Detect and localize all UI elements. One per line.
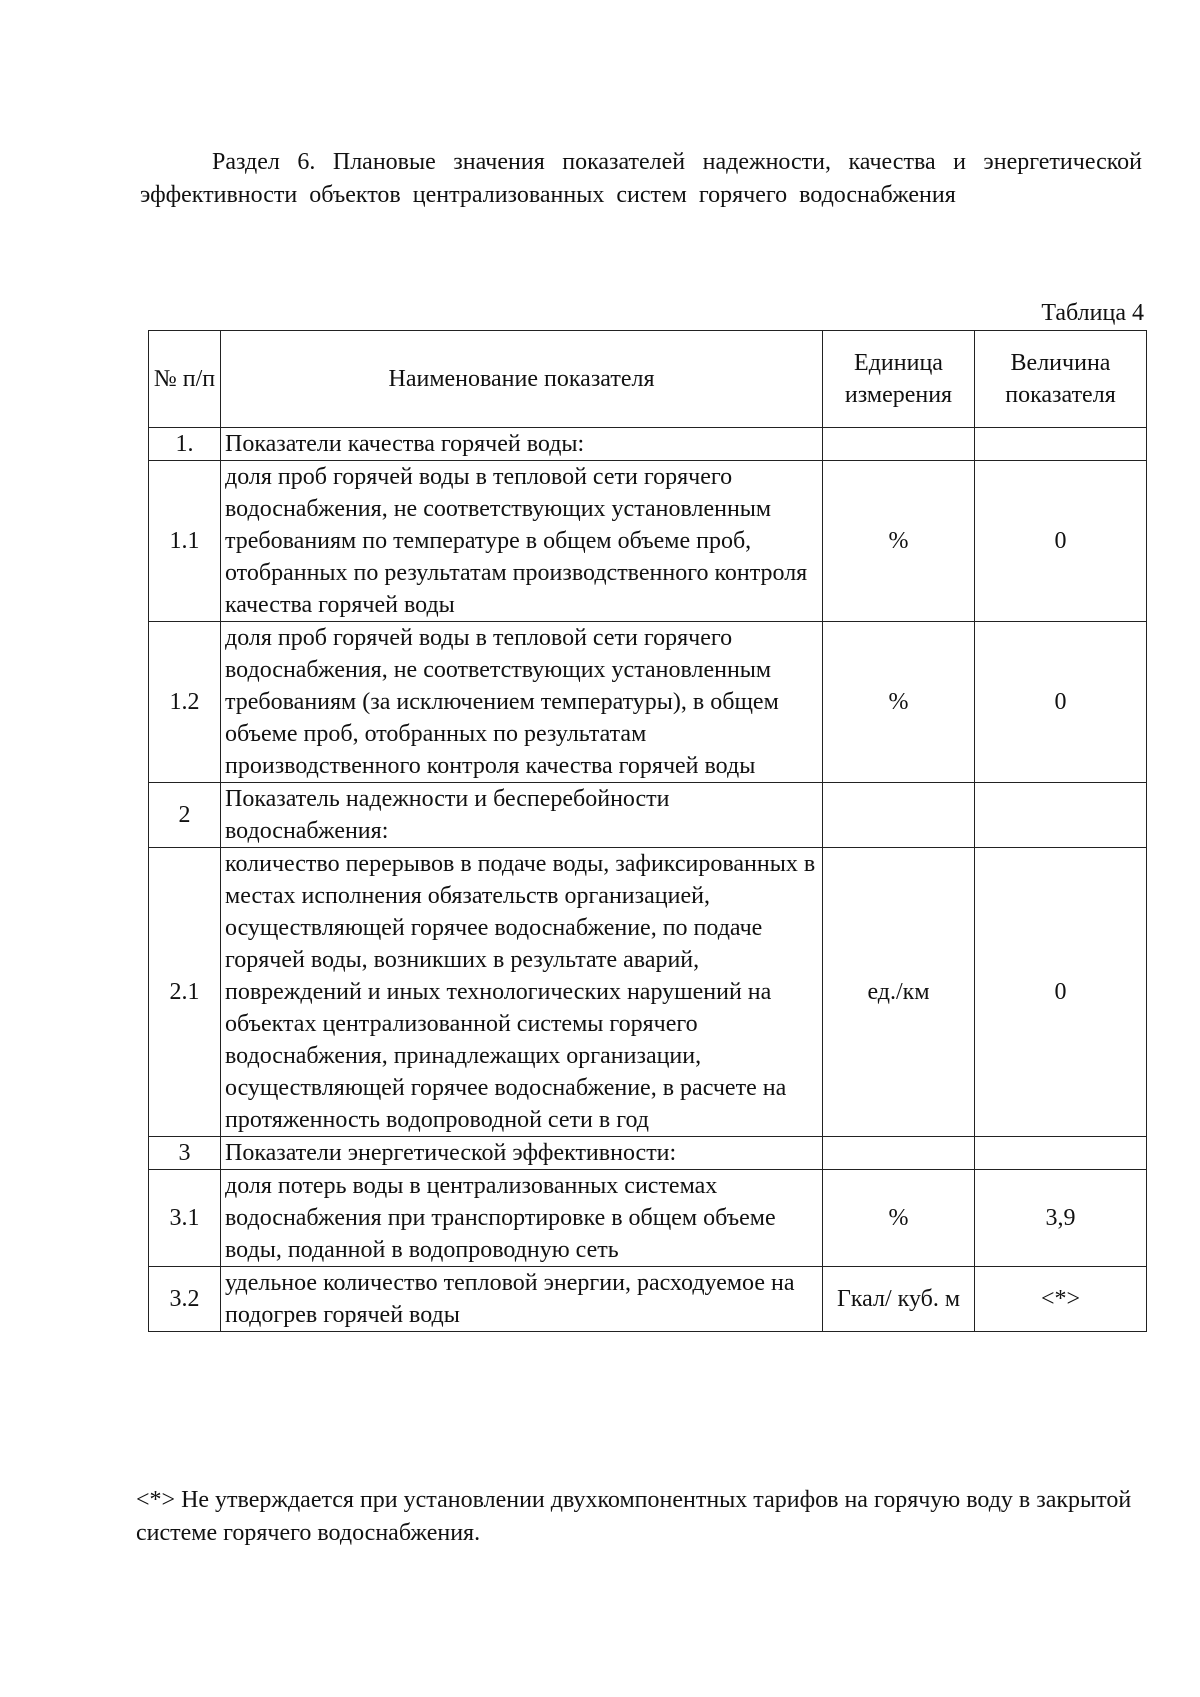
row-value: 0 bbox=[975, 622, 1147, 783]
row-num: 3.1 bbox=[149, 1170, 221, 1267]
table-row bbox=[149, 783, 1147, 848]
table-caption: Таблица 4 bbox=[1041, 300, 1144, 326]
row-name: доля проб горячей воды в тепловой сети горячего водоснабжения, не соответствующих установленным требованиям по температуре в общем объеме проб, отобранных по результатам производственного контроля качества горячей воды bbox=[221, 461, 823, 622]
row-num: 2.1 bbox=[149, 848, 221, 1137]
row-name: Показатель надежности и бесперебойности водоснабжения: bbox=[221, 783, 823, 848]
row-name: количество перерывов в подаче воды, зафиксированных в местах исполнения обязательств организацией, осуществляющей горячее водоснабжение, по подаче горячей воды, возникших в результате аварий, повреждений и иных технологических нарушений на объектах централизованной системы горячего водоснабжения, принадлежащих организации, осуществляющей горячее водоснабжение, в расчете на протяженность водопроводной сети в год bbox=[221, 848, 823, 1137]
row-value bbox=[975, 783, 1147, 848]
row-unit: ед./км bbox=[823, 848, 975, 1137]
row-unit bbox=[823, 1137, 975, 1170]
row-num: 3.2 bbox=[149, 1267, 221, 1332]
row-value: 0 bbox=[975, 848, 1147, 1137]
row-value: <*> bbox=[975, 1267, 1147, 1332]
row-value bbox=[975, 428, 1147, 461]
row-unit bbox=[823, 783, 975, 848]
row-unit: % bbox=[823, 461, 975, 622]
table-row bbox=[149, 1267, 1147, 1332]
table-row bbox=[149, 1137, 1147, 1170]
row-unit bbox=[823, 428, 975, 461]
table-row bbox=[149, 622, 1147, 783]
row-num: 2 bbox=[149, 783, 221, 848]
indicators-table bbox=[148, 330, 1147, 1332]
footnote: <*> Не утверждается при установлении двухкомпонентных тарифов на горячую воду в закрытой системе горячего водоснабжения. bbox=[136, 1487, 1132, 1546]
row-unit: Гкал/ куб. м bbox=[823, 1267, 975, 1332]
table-row bbox=[149, 428, 1147, 461]
header-name: Наименование показателя bbox=[221, 331, 823, 428]
row-num: 1. bbox=[149, 428, 221, 461]
row-value: 3,9 bbox=[975, 1170, 1147, 1267]
section-heading: Раздел 6. Плановые значения показателей надежности, качества и энергетической эффективности объектов централизованных систем горячего водоснабжения bbox=[140, 149, 1142, 208]
table-row bbox=[149, 1170, 1147, 1267]
table-row bbox=[149, 461, 1147, 622]
row-name: доля проб горячей воды в тепловой сети горячего водоснабжения, не соответствующих установленным требованиям (за исключением температуры), в общем объеме проб, отобранных по результатам производственного контроля качества горячей воды bbox=[221, 622, 823, 783]
header-num: № п/п bbox=[149, 331, 221, 428]
row-unit: % bbox=[823, 622, 975, 783]
row-value: 0 bbox=[975, 461, 1147, 622]
row-num: 1.2 bbox=[149, 622, 221, 783]
row-num: 1.1 bbox=[149, 461, 221, 622]
table-row bbox=[149, 848, 1147, 1137]
table-header-row bbox=[149, 331, 1147, 428]
header-value: Величина показателя bbox=[975, 331, 1147, 428]
row-name: Показатели качества горячей воды: bbox=[221, 428, 823, 461]
row-name: доля потерь воды в централизованных системах водоснабжения при транспортировке в общем объеме воды, поданной в водопроводную сеть bbox=[221, 1170, 823, 1267]
header-unit: Единица измерения bbox=[823, 331, 975, 428]
row-name: Показатели энергетической эффективности: bbox=[221, 1137, 823, 1170]
row-name: удельное количество тепловой энергии, расходуемое на подогрев горячей воды bbox=[221, 1267, 823, 1332]
row-value bbox=[975, 1137, 1147, 1170]
row-num: 3 bbox=[149, 1137, 221, 1170]
row-unit: % bbox=[823, 1170, 975, 1267]
